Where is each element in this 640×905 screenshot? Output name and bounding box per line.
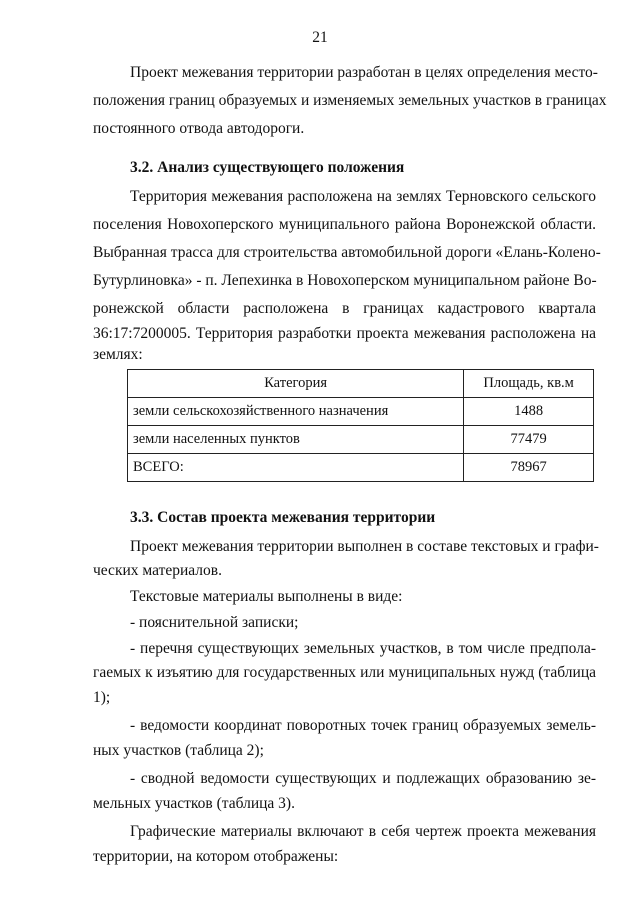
section-3-3-line: - пояснительной записки; (130, 614, 299, 631)
section-3-3-line: территории, на котором отображены: (93, 848, 339, 865)
intro-line-1: Проект межевания территории разработан в целях определения место- (130, 64, 598, 81)
table-cell-category: земли населенных пунктов (128, 426, 464, 454)
section-3-3-line: гаемых к изъятию для государственных или муниципальных нужд (таблица (93, 664, 596, 681)
section-3-2-line: ронежской области расположена в границах кадастрового квартала (93, 300, 596, 317)
section-3-3-line: 1); (93, 689, 111, 706)
section-3-3-line: Проект межевания территории выполнен в составе текстовых и графи- (130, 538, 599, 555)
table-row (128, 398, 594, 426)
section-3-2-line: 36:17:7200005. Территория разработки проекта межевания расположена на (93, 325, 596, 342)
section-3-3-line: - сводной ведомости существующих и подлежащих образованию зе- (130, 770, 596, 787)
table-header-category: Категория (128, 370, 464, 398)
table-header-area: Площадь, кв.м (464, 370, 594, 398)
section-3-2-line: Выбранная трасса для строительства автомобильной дороги «Елань-Колено- (93, 244, 601, 261)
table-cell-category: земли сельскохозяйственного назначения (128, 398, 464, 426)
section-3-2-line: землях: (93, 346, 143, 363)
table-cell-area: 1488 (464, 398, 594, 426)
section-3-3-line: ных участков (таблица 2); (93, 742, 264, 759)
intro-line-3: постоянного отвода автодороги. (93, 120, 305, 137)
intro-line-2: положения границ образуемых и изменяемых земельных участков в границах (93, 92, 607, 109)
page-number: 21 (312, 29, 328, 46)
table-total-row (128, 454, 594, 482)
section-3-2-line: Бутурлиновка» - п. Лепехинка в Новохоперском муниципальном районе Во- (93, 272, 597, 289)
section-3-2-line: поселения Новохоперского муниципального района Воронежской области. (93, 216, 596, 233)
table-header-row (128, 370, 594, 398)
table-cell-area: 78967 (464, 454, 594, 482)
section-3-2-heading: 3.2. Анализ существующего положения (130, 159, 405, 176)
section-3-3-line: - перечня существующих земельных участков, в том числе предпола- (130, 640, 596, 657)
section-3-3-line: мельных участков (таблица 3). (93, 795, 295, 812)
section-3-3-line: Текстовые материалы выполнены в виде: (130, 588, 403, 605)
section-3-3-line: ческих материалов. (93, 562, 222, 579)
section-3-3-line: - ведомости координат поворотных точек границ образуемых земель- (130, 717, 596, 734)
section-3-3-line: Графические материалы включают в себя чертеж проекта межевания (130, 823, 596, 840)
section-3-2-line: Территория межевания расположена на землях Терновского сельского (130, 188, 596, 205)
table-cell-category: ВСЕГО: (128, 454, 464, 482)
land-category-table (127, 369, 594, 482)
section-3-3-heading: 3.3. Состав проекта межевания территории (130, 509, 436, 526)
table-row (128, 426, 594, 454)
table-cell-area: 77479 (464, 426, 594, 454)
